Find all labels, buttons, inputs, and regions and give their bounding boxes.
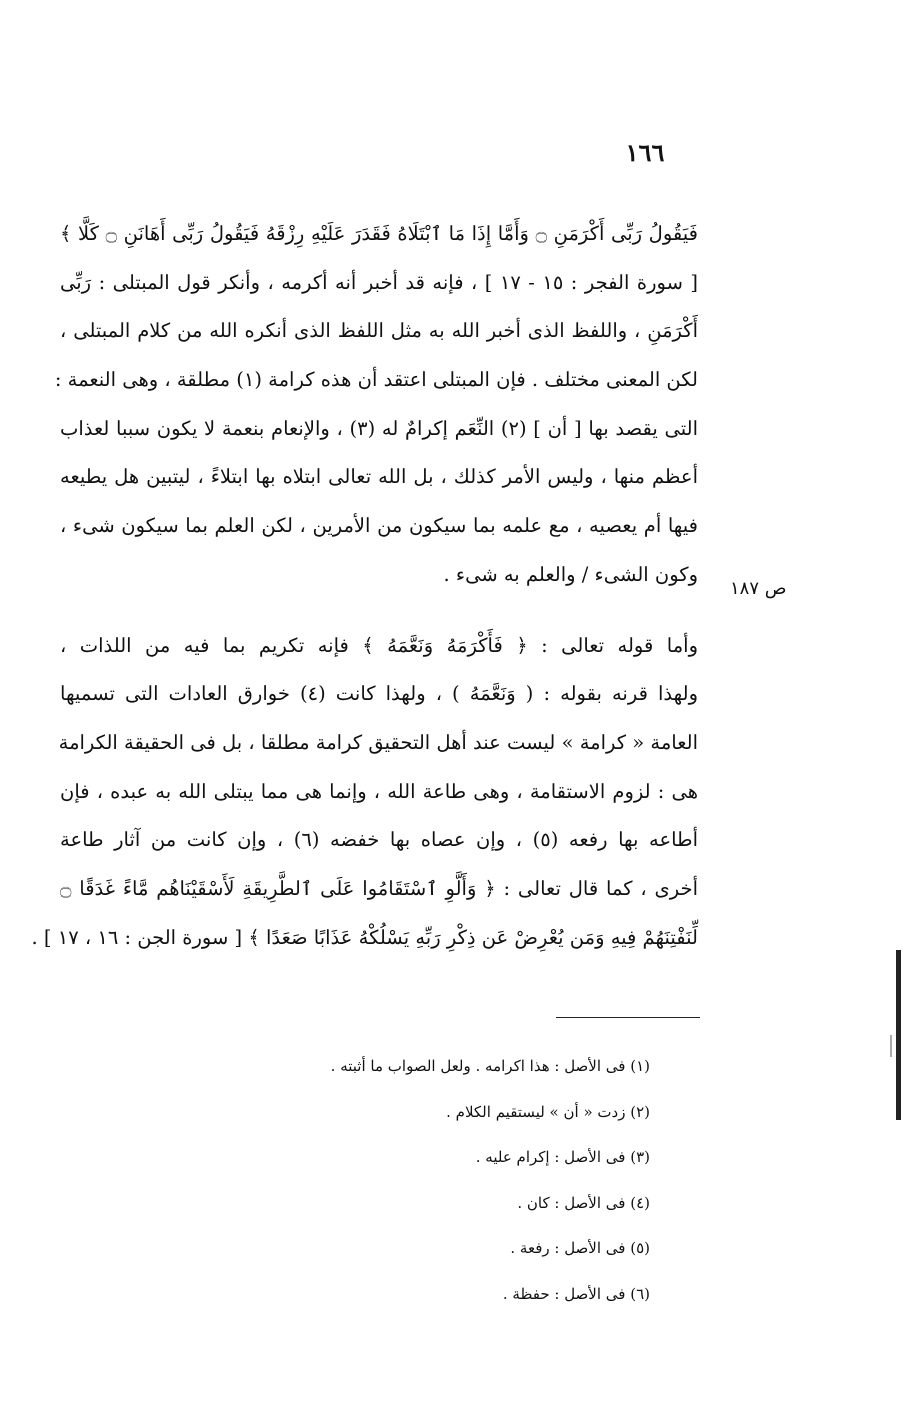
footnote-item: (٥) فى الأصل : رفعة .: [510, 1239, 650, 1258]
text-line: أخرى ، كما قال تعالى : ﴿ وَأَلَّوِ ٱسْتَقَامُوا عَلَى ٱلطَّرِيقَةِ لَأَسْقَيْنَاهُم مَّاءً غَدَقًا ۝: [60, 876, 698, 900]
text-line: ولهذا قرنه بقوله : ( وَنَعَّمَهُ ) ، ولهذا كانت (٤) خوارق العادات التى تسميها: [60, 682, 698, 706]
text-line: هى : لزوم الاستقامة ، وهى طاعة الله ، وإنما هى مما يبتلى الله به عبده ، فإن: [60, 779, 698, 803]
main-text: [31, 210, 698, 962]
text-line: [ سورة الفجر : ١٥ - ١٧ ] ، فإنه قد أخبر أنه أكرمه ، وأنكر قول المبتلى : رَبِّى: [60, 270, 698, 294]
text-line: أطاعه بها رفعه (٥) ، وإن عصاه بها خفضه (٦) ، وإن كانت من آثار طاعة: [60, 828, 698, 852]
paragraph-spacer: [60, 600, 698, 622]
text-line: وأما قوله تعالى : ﴿ فَأَكْرَمَهُ وَنَعَّمَهُ ﴾ فإنه تكريم بما فيه من اللذات ،: [60, 633, 698, 657]
paragraph-1: [54, 210, 698, 600]
text-line: فيها أم يعصيه ، مع علمه بما سيكون من الأمرين ، لكن العلم بما سيكون شىء ،: [60, 514, 698, 538]
text-line: وكون الشىء / والعلم به شىء .: [443, 562, 698, 586]
footnote-item: (٦) فى الأصل : حفظة .: [502, 1284, 650, 1303]
text-line: فَيَقُولُ رَبِّى أَكْرَمَنِ ۝ وَأَمَّا إِذَا مَا ٱبْتَلَاهُ فَقَدَرَ عَلَيْهِ رِزْقَهُ فَيَقُولُ رَبِّى أَهَانَنِ ۝ كَلَّا ﴾: [60, 222, 698, 245]
text-line: لِّنَفْتِنَهُمْ فِيهِ وَمَن يُعْرِضْ عَن ذِكْرِ رَبِّهِ يَسْلُكْهُ عَذَابًا صَعَدًا ﴾ [ سورة الجن : ١٦ ، ١٧ ] .: [31, 925, 698, 949]
page-edge-shadow: [896, 950, 901, 1120]
paragraph-2: [31, 622, 698, 963]
text-line: العامة « كرامة » ليست عند أهل التحقيق كرامة مطلقا ، بل فى الحقيقة الكرامة: [58, 730, 698, 754]
page-edge-mark: [890, 1035, 892, 1057]
footnote-item: (٤) فى الأصل : كان .: [517, 1193, 650, 1212]
page-number: ١٦٦: [625, 138, 665, 167]
text-line: أَكْرَمَنِ ، واللفظ الذى أخبر الله به مثل اللفظ الذى أنكره الله من كلام المبتلى ،: [60, 319, 698, 343]
text-line: لكن المعنى مختلف . فإن المبتلى اعتقد أن هذه كرامة (١) مطلقة ، وهى النعمة :: [54, 368, 698, 392]
text-line: التى يقصد بها [ أن ] (٢) النِّعَم إكرامٌ له (٣) ، والإنعام بنعمة لا يكون سببا لعذاب: [60, 416, 698, 440]
text-line: أعظم منها ، وليس الأمر كذلك ، بل الله تعالى ابتلاه بها ابتلاءً ، ليتبين هل يطيعه: [60, 465, 698, 489]
footnotes: [180, 1044, 650, 1318]
footnote-separator: [556, 1017, 700, 1018]
margin-page-reference: ص ١٨٧: [730, 578, 787, 599]
footnote-item: (٢) زدت « أن » ليستقيم الكلام .: [446, 1102, 650, 1121]
footnote-item: (١) فى الأصل : هذا اكرامه . ولعل الصواب ما أثبته .: [330, 1057, 650, 1075]
footnote-item: (٣) فى الأصل : إكرام عليه .: [475, 1148, 650, 1167]
